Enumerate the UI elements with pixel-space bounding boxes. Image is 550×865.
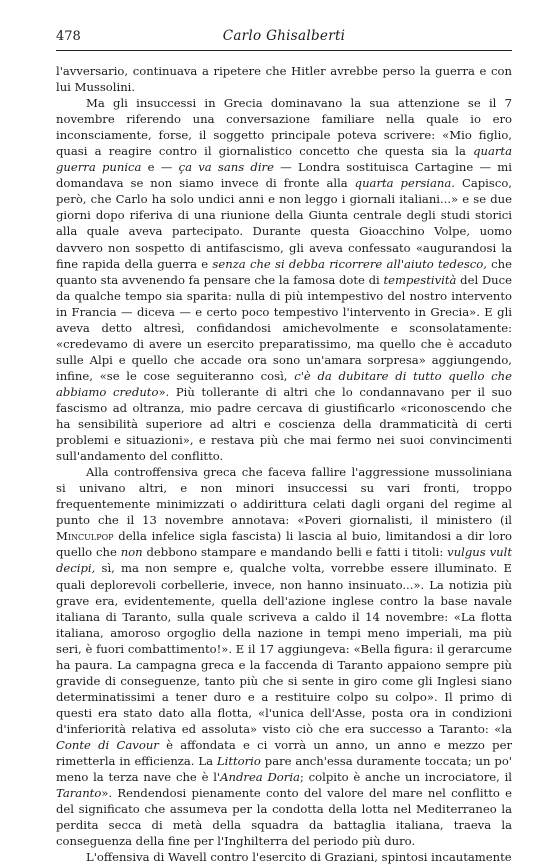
- text-run: del Duce da qualche tempo sia sparita: nulla di più intempestivo del nostro intervento in Francia — diceva — e certo poco tempestivo l'intervento in Grecia». E gli aveva detto altresì, confidandosi amichevolmente e sconsolatamente: «credevamo di avere un esercito preparatissimo, ma quello che è accaduto sulle Alpi e quello che accade ora sono un'amara sorpresa» aggiungendo, infine, «se le cose seguiteranno così,: [56, 272, 512, 383]
- text-run: l'avversario, continuava a ripetere che Hitler avrebbe perso la guerra e con lui Mussolini.: [56, 64, 512, 95]
- italic-run: Andrea Doria: [220, 770, 300, 785]
- smallcaps-run: Minculpop: [56, 529, 114, 544]
- paragraph: [56, 63, 512, 95]
- italic-run: quarta guerra punica: [56, 144, 512, 175]
- italic-run: vulgus vult decipi,: [56, 545, 512, 576]
- italic-run: Littorio: [216, 754, 261, 769]
- text-run: Alla controffensiva greca che faceva fallire l'aggressione mussoliniana si univano altri, e non minori insuccessi su vari fronti, troppo frequentemente minimizzati o addirittura celati dagli organi del regime al punto che il 13 novembre annotava: «Poveri giornalisti, il ministero (il: [56, 465, 512, 528]
- italic-run: non: [120, 545, 143, 560]
- body-text: [56, 63, 512, 865]
- text-run: Capisco, però, che Carlo ha solo undici anni e non leggo i giornali italiani...» e se due giorni dopo riferiva di una riunione della Giunta centrale degli studi storici alla quale aveva partecipato. Durante questa Gioacchino Volpe, uomo davvero non sospetto di antifascismo, gli aveva confessato «augurandosi la fine rapida della guerra e: [56, 176, 512, 271]
- italic-run: quarta persiana.: [354, 176, 455, 191]
- text-run: debbono stampare e mandando belli e fatti i titoli:: [142, 545, 448, 560]
- text-run: Ma gli insuccessi in Grecia dominavano la sua attenzione se il 7 novembre riferendo una conversazione familiare nella quale io ero inconsciamente, forse, il soggetto principale poteva scrivere: «Mio figlio, quasi a reagire contro il giornalistico concetto che questa sia la: [56, 96, 512, 159]
- text-run: pare anch'essa duramente toccata; un po' meno la terza nave che è l': [56, 754, 512, 785]
- text-run: sì, ma non sempre e, qualche volta, vorrebbe essere illuminato. E quali deplorevoli corbellerie, invece, non hanno insinuato...». La notizia più grave era, evidentemente, quella dell'azione inglese contro la base navale italiana di Taranto, sulla quale scriveva a caldo il 14 novembre: «La flotta italiana, amoroso orgoglio della nazione in tempi meno imperiali, ma più seri, è fuori combattimento!». E il 17 aggiungeva: «Bella figura: il gerarcume ha paura. La campagna greca e la faccenda di Taranto appaiono sempre più gravide di conseguenze, tanto più che si sente in giro come gli Inglesi siano determinatissimi a tener duro e a restituire colpo su colpo». Il primo di questi era stato dato alla flotta, «l'unica dell'Asse, posta ora in condizioni d'inferiorità relativa ed assoluta» visto ciò che era successo a Taranto: «la: [56, 561, 512, 736]
- italic-run: tempestività: [383, 272, 457, 287]
- text-run: ; colpito è anche un incrociatore, il: [299, 770, 513, 785]
- text-run: L'offensiva di Wavell contro l'esercito di Graziani, spintosi incautamente: [86, 850, 512, 865]
- italic-run: Taranto: [56, 786, 102, 801]
- running-head: Carlo Ghisalberti: [222, 28, 346, 44]
- italic-run: senza che si debba ricorrere all'aiuto tedesco,: [212, 256, 487, 271]
- page: [56, 28, 512, 865]
- text-run: — Londra sostituisca Cartagine — mi domandava se non siamo invece di fronte alla: [56, 160, 513, 191]
- italic-run: c'è da dubitare di tutto quello che abbiamo creduto: [56, 368, 512, 399]
- page-header: [56, 28, 512, 51]
- paragraph: [56, 464, 512, 849]
- paragraph: [56, 849, 512, 865]
- text-run: della infelice sigla fascista) li lascia al buio, limitandosi a dir loro quello che: [56, 529, 512, 560]
- text-run: ». Rendendosi pienamente conto del valore del mare nel conflitto e del significato che assumeva per la condotta della lotta nel Mediterraneo la perdita secca di metà della squadra da battaglia italiana, traeva la conseguenza della fine per l'Inghilterra del periodo più duro.: [56, 786, 512, 849]
- text-run: è affondata e ci vorrà un anno, un anno e mezzo per rimetterla in efficienza. La: [56, 737, 512, 769]
- text-run: che quanto sta avvenendo fa pensare che la famosa dote di: [56, 256, 513, 287]
- italic-run: Conte di Cavour: [56, 737, 159, 752]
- text-run: ». Più tollerante di altri che lo condannavano per il suo fascismo ad oltranza, mio padre cercava di giustificarlo «riconoscendo che ha sensibilità superiore ad altri e coscienza della drammaticità di certi problemi e situazioni», e restava più che mai fermo nei suoi convincimenti sull'andamento del conflitto.: [56, 384, 512, 464]
- paragraph: [56, 95, 512, 464]
- text-run: e —: [141, 160, 179, 175]
- page-number: 478: [56, 29, 81, 44]
- italic-run: ça va sans dire: [178, 160, 274, 175]
